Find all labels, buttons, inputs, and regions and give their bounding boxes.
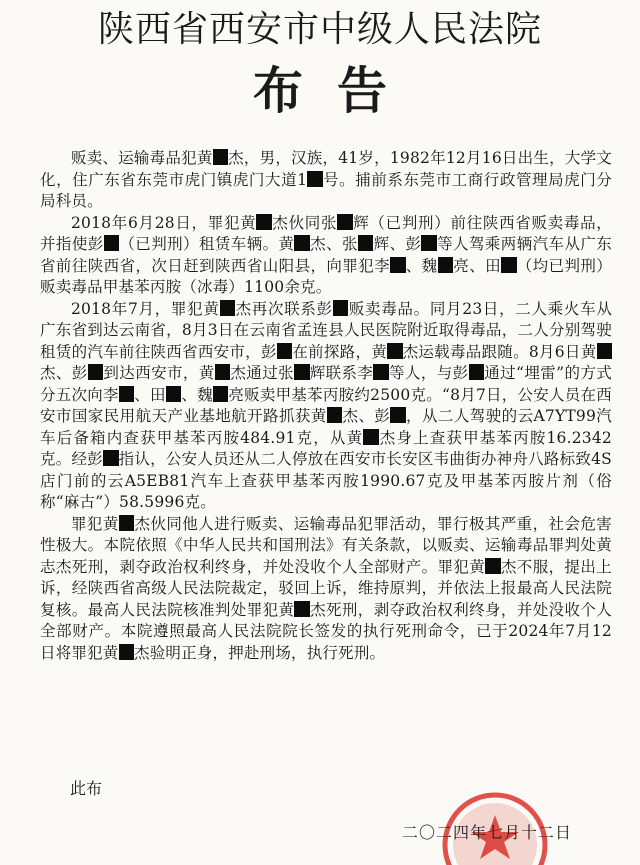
- redaction-block: [327, 407, 343, 423]
- paragraph-second-sale: [40, 299, 612, 514]
- text-segment: 、田: [134, 385, 166, 404]
- paragraph-defendant: [40, 148, 612, 213]
- text-segment: 辉联系李: [309, 364, 374, 382]
- text-segment: 2018年7月，罪犯黄: [71, 299, 220, 318]
- redaction-block: [597, 343, 613, 359]
- redaction-block: [213, 149, 229, 165]
- text-segment: 通过“埋雷”的方式分五次向李: [40, 364, 612, 404]
- text-segment: 杰验明正身，押赴刑场，执行死刑。: [134, 643, 386, 662]
- redaction-block: [337, 214, 353, 230]
- text-segment: 等人驾乘两辆汽车从广东省前往陕西省，次日赶到陕西省山阳县，向罪犯李: [40, 235, 612, 275]
- redaction-block: [220, 300, 236, 316]
- closing-text: 此布: [70, 779, 103, 798]
- text-segment: 辉、彭: [373, 235, 422, 253]
- text-segment: 号。捕前系东莞市工商行政管理局虎门分局科员。: [40, 170, 613, 210]
- text-segment: 杰死刑，剥夺政治权利终身，并处没收个人全部财产。本院遵照最高人民法院院长签发的执行死刑命令，已于2024年7月12日将罪犯黄: [40, 600, 612, 662]
- redaction-block: [373, 364, 389, 380]
- court-name: 陕西省西安市中级人民法院: [97, 9, 542, 50]
- redaction-block: [333, 300, 349, 316]
- text-segment: 杰，男，汉族，41岁，1982年12月16日出生，大学文化，住广东省东莞市虎门镇虎门大道1: [40, 149, 612, 189]
- issue-date: 二〇二四年七月十二日: [402, 823, 573, 842]
- redaction-block: [390, 257, 406, 273]
- redaction-block: [469, 364, 485, 380]
- text-segment: 杰、彭: [40, 364, 88, 382]
- text-segment: 贩卖毒品。同月23日，二人乘火车从广东省到达云南省，8月3日在云南省孟连县人民医院附近取得毒品，二人分别驾驶租赁的汽车前往陕西省西安市，彭: [40, 299, 613, 361]
- redaction-block: [390, 407, 406, 423]
- redaction-block: [421, 235, 437, 251]
- redaction-block: [485, 558, 501, 574]
- redaction-block: [256, 214, 272, 230]
- text-segment: 、魏: [405, 256, 438, 275]
- paragraph-verdict: [40, 514, 612, 665]
- redaction-block: [307, 171, 323, 187]
- redaction-block: [387, 343, 403, 359]
- text-segment: 杰运载毒品跟随。8月6日黄: [402, 342, 597, 361]
- redaction-block: [119, 386, 135, 402]
- text-segment: 杰身上查获甲基苯丙胺16.2342克。经彭: [40, 428, 612, 468]
- text-segment: 杰、张: [309, 235, 358, 253]
- text-segment: 杰伙同张: [271, 213, 338, 232]
- redaction-block: [215, 364, 231, 380]
- redaction-block: [119, 515, 135, 531]
- text-segment: 等人，与彭: [388, 364, 469, 382]
- redaction-block: [119, 644, 135, 660]
- text-segment: 亮贩卖甲基苯丙胺约2500克。“8月7日，公安人员在西安市国家民用航天产业基地航开路抓获黄: [40, 385, 613, 425]
- text-segment: 贩卖、运输毒品犯黄: [71, 149, 213, 167]
- text-segment: 杰再次联系彭: [235, 299, 333, 318]
- text-segment: 罪犯黄: [71, 514, 119, 533]
- redaction-block: [294, 601, 310, 617]
- text-segment: 到达西安市，黄: [103, 364, 215, 382]
- redaction-block: [166, 386, 182, 402]
- text-segment: 、魏: [181, 385, 213, 404]
- redaction-block: [438, 257, 454, 273]
- redaction-block: [213, 386, 229, 402]
- text-segment: 亮、田: [453, 256, 502, 275]
- text-segment: 在前探路，黄: [292, 342, 388, 361]
- text-segment: 指认，公安人员还从二人停放在西安市长安区韦曲街办神舟八路标致4S店门前的云A5EB81汽车上查获甲基苯丙胺1990.67克及甲基苯丙胺片剂（俗称“麻古”）58.5996克。: [40, 450, 612, 511]
- redaction-block: [277, 343, 293, 359]
- redaction-block: [358, 235, 374, 251]
- paragraph-first-sale: [40, 213, 612, 299]
- redaction-block: [501, 257, 517, 273]
- redaction-block: [104, 235, 120, 251]
- redaction-block: [363, 429, 379, 445]
- notice-title: 布告: [253, 62, 421, 120]
- redaction-block: [294, 364, 310, 380]
- redaction-block: [294, 235, 310, 251]
- redaction-block: [88, 364, 104, 380]
- text-segment: （已判刑）租赁车辆。黄: [119, 235, 295, 253]
- text-segment: ，从二人驾驶的云A7YT99汽车后备箱内查获甲基苯丙胺484.91克，从黄: [40, 407, 612, 447]
- text-segment: 杰、彭: [342, 407, 391, 425]
- text-segment: 杰不服，提出上诉，经陕西省高级人民法院裁定，驳回上诉，维持原判，并依法上报最高人民法院复核。最高人民法院核准判处罪犯黄: [40, 557, 613, 619]
- text-segment: 2018年6月28日，罪犯黄: [71, 213, 257, 232]
- text-segment: 辉（已判刑）前往陕西省贩卖毒品，并指使彭: [40, 213, 612, 253]
- text-segment: 杰伙同他人进行贩卖、运输毒品犯罪活动，罪行极其严重，社会危害性极大。本院依照《中华人民共和国刑法》有关条款，以贩卖、运输毒品罪判处黄志杰死刑，剥夺政治权利终身，并处没收个人全部财产。罪犯黄: [40, 514, 612, 576]
- text-segment: 杰通过张: [230, 364, 295, 382]
- notice-body: [40, 148, 612, 664]
- text-segment: （均已判刑）贩卖毒品甲基苯丙胺（冰毒）1100余克。: [40, 256, 613, 296]
- redaction-block: [103, 450, 119, 466]
